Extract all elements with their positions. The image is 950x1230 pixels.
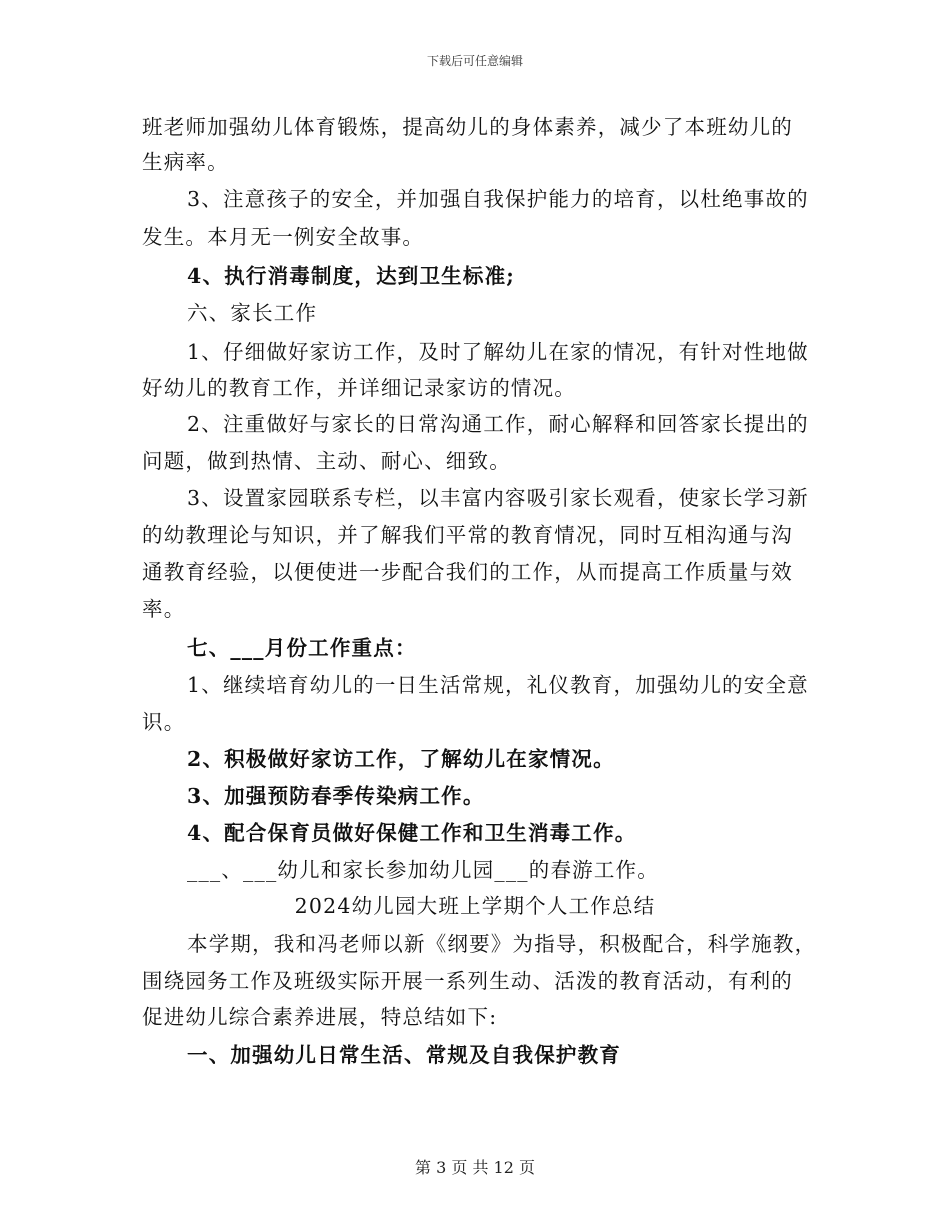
paragraph-line: 发生。本月无一例安全故事。 xyxy=(142,225,425,249)
document-title: 2024幼儿园大班上学期个人工作总结 xyxy=(294,894,656,918)
section-heading: 六、家长工作 xyxy=(187,301,318,325)
paragraph-line: 本学期，我和冯老师以新《纲要》为指导，积极配合，科学施教， xyxy=(187,932,817,956)
paragraph-line: 1、继续培育幼儿的一日生活常规，礼仪教育，加强幼儿的安全意 xyxy=(187,673,809,697)
paragraph-line: 班老师加强幼儿体育锻炼，提高幼儿的身体素养，减少了本班幼儿的 xyxy=(142,115,793,139)
section-heading: 一、加强幼儿日常生活、常规及自我保护教育 xyxy=(187,1043,621,1067)
paragraph-line: ___、___幼儿和家长参加幼儿园___的春游工作。 xyxy=(187,858,659,882)
paragraph-line: 通教育经验，以便使进一步配合我们的工作，从而提高工作质量与效 xyxy=(142,560,793,584)
paragraph-line: 围绕园务工作及班级实际开展一系列生动、活泼的教育活动，有利的 xyxy=(142,969,793,993)
bold-item: 4、配合保育员做好保健工作和卫生消毒工作。 xyxy=(187,821,637,845)
page-header: 下载后可任意编辑 xyxy=(426,54,523,68)
paragraph-line: 生病率。 xyxy=(142,150,229,174)
bold-item: 3、加强预防春季传染病工作。 xyxy=(187,784,485,808)
paragraph-line: 1、仔细做好家访工作，及时了解幼儿在家的情况，有针对性地做 xyxy=(187,340,809,364)
paragraph-line: 促进幼儿综合素养进展，特总结如下: xyxy=(142,1005,498,1029)
bold-item: 4、执行消毒制度，达到卫生标准; xyxy=(187,264,516,288)
paragraph-line: 3、设置家园联系专栏，以丰富内容吸引家长观看，使家长学习新 xyxy=(187,486,809,510)
paragraph-line: 2、注重做好与家长的日常沟通工作，耐心解释和回答家长提出的 xyxy=(187,412,809,436)
page-number: 第 3 页 共 12 页 xyxy=(415,1158,535,1177)
paragraph-line: 问题，做到热情、主动、耐心、细致。 xyxy=(142,449,511,473)
bold-item: 2、积极做好家访工作，了解幼儿在家情况。 xyxy=(187,747,615,771)
paragraph-line: 识。 xyxy=(142,710,186,734)
paragraph-line: 的幼教理论与知识，并了解我们平常的教育情况，同时互相沟通与沟 xyxy=(142,523,793,547)
paragraph-line: 3、注意孩子的安全，并加强自我保护能力的培育，以杜绝事故的 xyxy=(187,187,809,211)
section-heading: 七、___月份工作重点： xyxy=(187,636,417,660)
paragraph-line: 率。 xyxy=(142,597,186,621)
paragraph-line: 好幼儿的教育工作，并详细记录家访的情况。 xyxy=(142,376,576,400)
